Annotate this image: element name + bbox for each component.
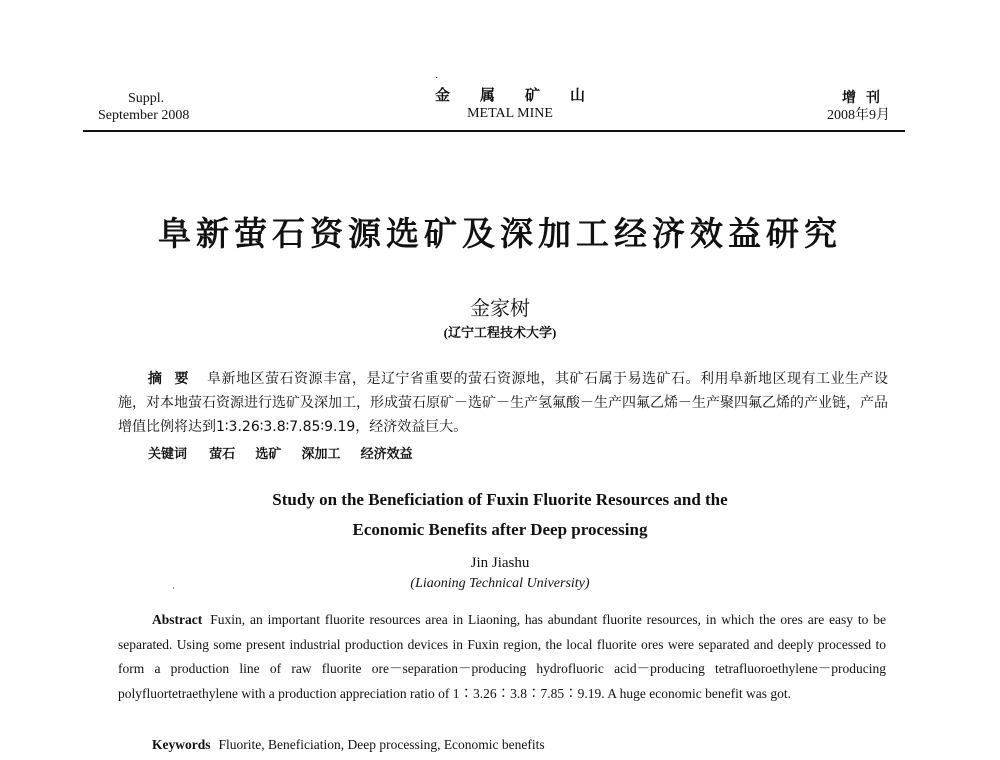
journal-name-cn: 金属矿山 [434,88,615,104]
issue-date-cn: 2008年9月 [827,108,890,123]
issue-date-en: September 2008 [98,108,190,123]
stray-mark: · [172,583,175,593]
supplement-label-cn: 增刊 [842,91,890,106]
header-center [380,88,640,122]
author-en: Jin Jiashu [470,555,530,571]
affiliation-en: (Liaoning Technical University) [410,576,590,591]
title-cn: 阜新萤石资源选矿及深加工经济效益研究 [158,214,842,253]
header-left [98,90,238,124]
abstract-en-text: Fuxin, an important fluorite resources area in Liaoning, has abundant fluorite resources, in which the ores are easy to be separated. Using some present industrial production devices in Fuxin region, the local fluorite ores were separated and deeply processed to form a production line of raw fluorite ore－separation－producing hydrofluoric acid－producing tetrafluoroethylene－producing polyfluortetraethylene with a production appreciation ratio of 1∶3.26∶3.8∶7.85∶9.19. A huge economic benefit was got. [118,612,886,701]
abstract-en-label: Abstract [152,612,203,627]
supplement-label: Suppl. [128,91,165,106]
abstract-cn-text: 阜新地区萤石资源丰富，是辽宁省重要的萤石资源地，其矿石属于易选矿石。利用阜新地区现有工业生产设施，对本地萤石资源进行选矿及深加工，形成萤石原矿－选矿－生产氢氟酸－生产四氟乙烯－生产聚四氟乙烯的产业链，产品增值比例将达到1∶3.26∶3.8∶7.85∶9.19，经济效益巨大。 [118,371,888,435]
header-right [760,90,890,124]
keyword-cn: 经济效益 [360,447,413,462]
stray-mark: · [435,73,439,84]
abstract-cn [118,367,888,439]
keywords-cn-label: 关键词 [148,447,188,462]
affiliation-cn: (辽宁工程技术大学) [443,325,557,340]
keywords-en-text: Fluorite, Beneficiation, Deep processing, Economic benefits [218,737,545,752]
author-cn: 金家树 [470,298,530,320]
title-en-line: Study on the Beneficiation of Fuxin Fluorite Resources and the [272,490,728,509]
abstract-en [118,608,886,706]
title-en [200,485,800,545]
journal-name-en: METAL MINE [467,106,553,121]
keyword-cn: 深加工 [301,447,341,462]
title-en-line: Economic Benefits after Deep processing [352,520,648,539]
keyword-cn: 选矿 [255,447,282,462]
keywords-cn [148,443,429,462]
keywords-en-label: Keywords [152,737,211,752]
header-rule [83,130,905,132]
keywords-en [152,737,545,753]
keyword-cn: 萤石 [209,447,236,462]
abstract-cn-label: 摘要 [148,371,201,387]
